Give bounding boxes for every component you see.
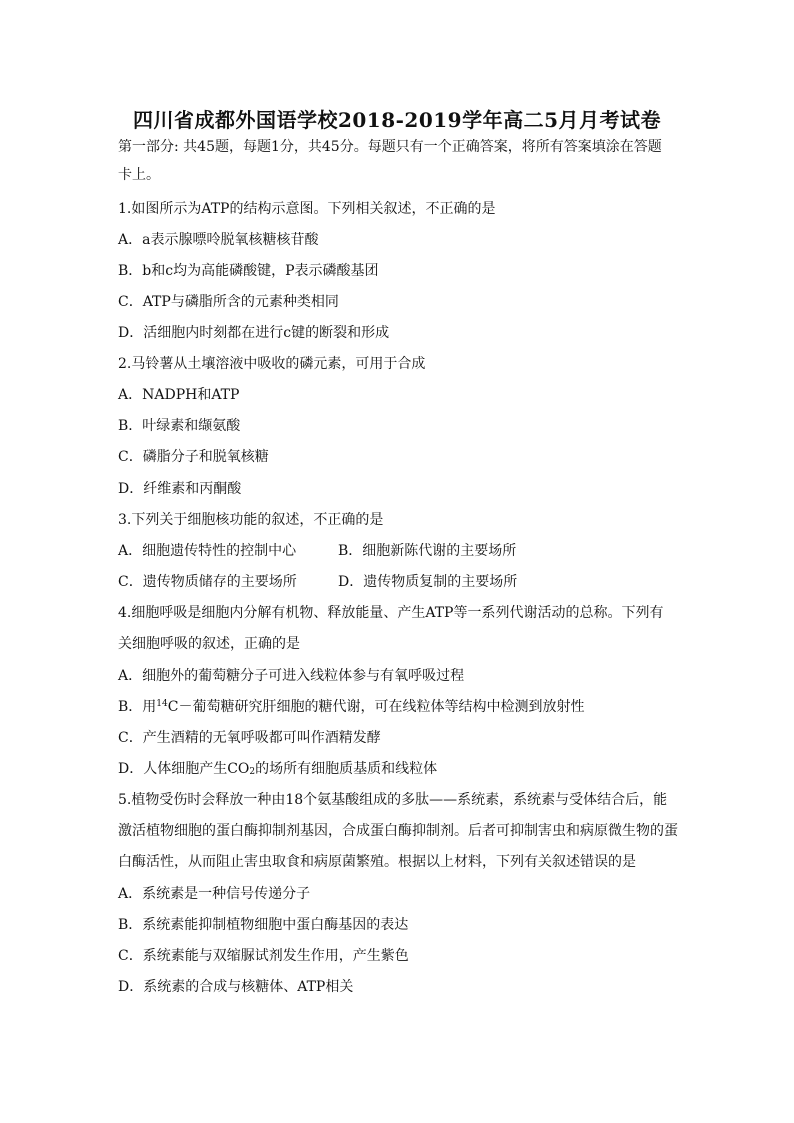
- q5-stem-line-2: 激活植物细胞的蛋白酶抑制剂基因，合成蛋白酶抑制剂。后者可抑制害虫和病原微生物的蛋: [118, 823, 678, 839]
- q3-options-row-1: [118, 541, 517, 561]
- q3-stem: 3.下列关于细胞核功能的叙述，不正确的是: [118, 512, 384, 528]
- q2-option-c: C．磷脂分子和脱氧核糖: [118, 449, 269, 465]
- q4-option-b-text: C－葡萄糖研究肝细胞的糖代谢，可在线粒体等结构中检测到放射性: [167, 699, 585, 715]
- q4-option-d: [118, 759, 437, 779]
- q1-option-d: D．活细胞内时刻都在进行c键的断裂和形成: [118, 325, 390, 341]
- q4-option-b-isotope: 14: [156, 699, 168, 709]
- q3-option-a: A．细胞遗传特性的控制中心: [118, 543, 297, 559]
- q1-stem: 1.如图所示为ATP的结构示意图。下列相关叙述，不正确的是: [118, 201, 496, 217]
- q3-option-b: B．细胞新陈代谢的主要场所: [338, 543, 517, 559]
- q4-option-d-subscript: 2: [249, 767, 256, 777]
- q5-option-c: C．系统素能与双缩脲试剂发生作用，产生紫色: [118, 948, 409, 964]
- q3-option-c: C．遗传物质储存的主要场所: [118, 574, 297, 590]
- q1-option-c: C．ATP与磷脂所含的元素种类相同: [118, 294, 339, 310]
- q1-option-b: B．b和c均为高能磷酸键，P表示磷酸基团: [118, 263, 379, 279]
- q5-stem-line-3: 白酶活性，从而阻止害虫取食和病原菌繁殖。根据以上材料，下列有关叙述错误的是: [118, 854, 636, 870]
- q4-option-c: C．产生酒精的无氧呼吸都可叫作酒精发酵: [118, 730, 381, 746]
- q3-option-d: D．遗传物质复制的主要场所: [338, 574, 518, 590]
- intro-line-2: 卡上。: [118, 167, 160, 183]
- q5-stem-line-1: 5.植物受伤时会释放一种由18个氨基酸组成的多肽——系统素，系统素与受体结合后，能: [118, 792, 668, 808]
- q4-option-d-prefix: D．人体细胞产生CO: [118, 761, 250, 777]
- q5-option-d: D．系统素的合成与核糖体、ATP相关: [118, 979, 354, 995]
- q1-option-a: A．a表示腺嘌呤脱氧核糖核苷酸: [118, 232, 319, 248]
- q2-option-a: A．NADPH和ATP: [118, 387, 240, 403]
- exam-title: 四川省成都外国语学校2018-2019学年高二5月月考试卷: [132, 108, 662, 132]
- q5-option-b: B．系统素能抑制植物细胞中蛋白酶基因的表达: [118, 917, 409, 933]
- q4-option-d-text: 的场所有细胞质基质和线粒体: [255, 761, 438, 777]
- q2-option-b: B．叶绿素和缬氨酸: [118, 418, 241, 434]
- q3-options-row-2: [118, 572, 518, 592]
- q4-option-a: A．细胞外的葡萄糖分子可进入线粒体参与有氧呼吸过程: [118, 668, 465, 684]
- q4-stem-line-1: 4.细胞呼吸是细胞内分解有机物、释放能量、产生ATP等一系列代谢活动的总称。下列有: [118, 605, 664, 621]
- q4-stem-line-2: 关细胞呼吸的叙述，正确的是: [118, 636, 300, 652]
- intro-line-1: 第一部分: 共45题，每题1分，共45分。每题只有一个正确答案，将所有答案填涂在答题: [118, 139, 662, 155]
- q5-option-a: A．系统素是一种信号传递分子: [118, 886, 311, 902]
- q2-option-d: D．纤维素和丙酮酸: [118, 481, 242, 497]
- q4-option-b: [118, 697, 584, 717]
- q2-stem: 2.马铃薯从土壤溶液中吸收的磷元素，可用于合成: [118, 356, 426, 372]
- q4-option-b-prefix: B．用: [118, 699, 157, 715]
